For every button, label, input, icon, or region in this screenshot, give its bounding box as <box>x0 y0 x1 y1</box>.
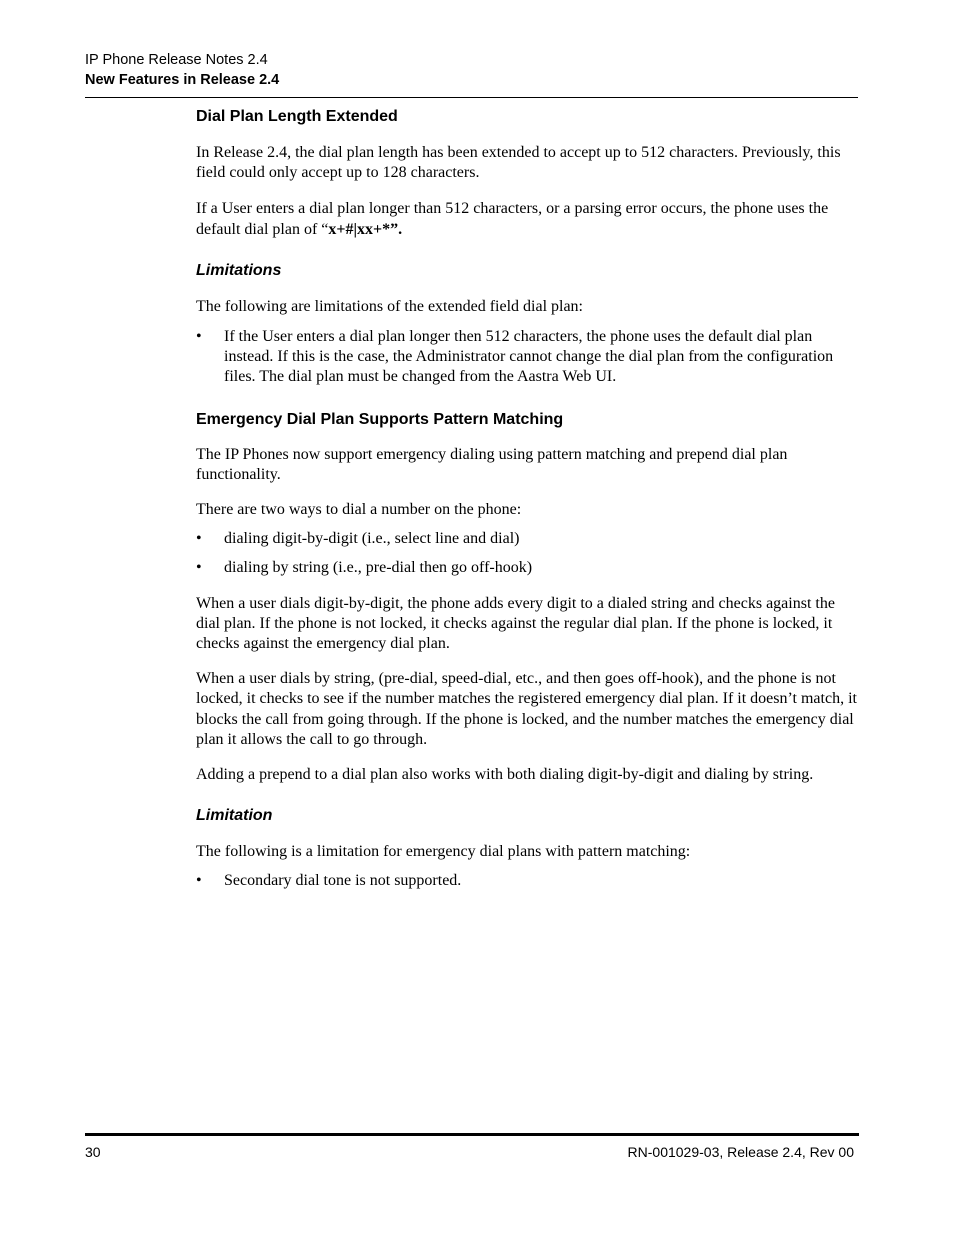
page-number: 30 <box>85 1144 101 1160</box>
page-header <box>85 50 858 90</box>
default-dial-plan-text: If a User enters a dial plan longer than 512 characters, or a parsing error occurs, the phone uses the default dial plan of “ <box>196 200 829 238</box>
paragraph-two-ways: There are two ways to dial a number on the phone: <box>196 501 522 519</box>
footer-divider <box>85 1133 859 1136</box>
heading-dial-plan-length: Dial Plan Length Extended <box>196 108 398 125</box>
dial-method-digit-text: dialing digit-by-digit (i.e., select line and dial) <box>224 530 520 548</box>
dial-method-string-text: dialing by string (i.e., pre-dial then go off-hook) <box>224 559 533 577</box>
bullet-glyph: • <box>196 559 202 577</box>
heading-emergency-dial-plan: Emergency Dial Plan Supports Pattern Matching <box>196 410 564 428</box>
header-section-title: New Features in Release 2.4 <box>85 72 280 88</box>
page-content <box>196 107 860 892</box>
limitation-item-text: If the User enters a dial plan longer then 512 characters, the phone uses the default dial plan instead. If this is the case, the Administrator cannot change the dial plan from the configuration files. The dial plan must be changed from the Aastra Web UI. <box>224 328 834 386</box>
paragraph-dial-plan-extended: In Release 2.4, the dial plan length has been extended to accept up to 512 characters. Previously, this field could only accept up to 128 characters. <box>196 144 841 182</box>
bullet-glyph: • <box>196 872 202 890</box>
paragraph-default-dial-plan <box>196 199 860 239</box>
header-divider <box>85 97 858 98</box>
paragraph-limitation-intro: The following is a limitation for emergency dial plans with pattern matching: <box>196 843 691 861</box>
default-dial-plan-code: x+#|xx+*”. <box>328 220 403 238</box>
bullet-glyph: • <box>196 530 202 548</box>
heading-limitations: Limitations <box>196 261 282 279</box>
paragraph-limitations-intro: The following are limitations of the extended field dial plan: <box>196 297 583 315</box>
list-item <box>196 558 860 578</box>
heading-limitation: Limitation <box>196 807 273 825</box>
bullet-glyph: • <box>196 328 202 346</box>
paragraph-digit-by-digit: When a user dials digit-by-digit, the phone adds every digit to a dialed string and checks against the dial plan. If the phone is not locked, it checks against the regular dial plan. If the phone is locked, it checks against the emergency dial plan. <box>196 594 835 653</box>
limitation-item-text: Secondary dial tone is not supported. <box>224 872 462 890</box>
paragraph-prepend: Adding a prepend to a dial plan also works with both dialing digit-by-digit and dialing by string. <box>196 766 814 784</box>
document-title: IP Phone Release Notes 2.4 <box>85 52 268 68</box>
paragraph-emergency-support: The IP Phones now support emergency dialing using pattern matching and prepend dial plan functionality. <box>196 445 788 483</box>
document-reference: RN-001029-03, Release 2.4, Rev 00 <box>627 1144 854 1160</box>
list-item <box>196 871 860 891</box>
paragraph-by-string: When a user dials by string, (pre-dial, speed-dial, etc., and then goes off-hook), and the phone is not locked, it checks to see if the number matches the registered emergency dial plan. If it doesn’t match, it blocks the call from going through. If the phone is locked, and the number matches the emergency dial plan it allows the call to go through. <box>196 670 857 748</box>
list-item <box>196 327 860 388</box>
list-item <box>196 529 860 549</box>
